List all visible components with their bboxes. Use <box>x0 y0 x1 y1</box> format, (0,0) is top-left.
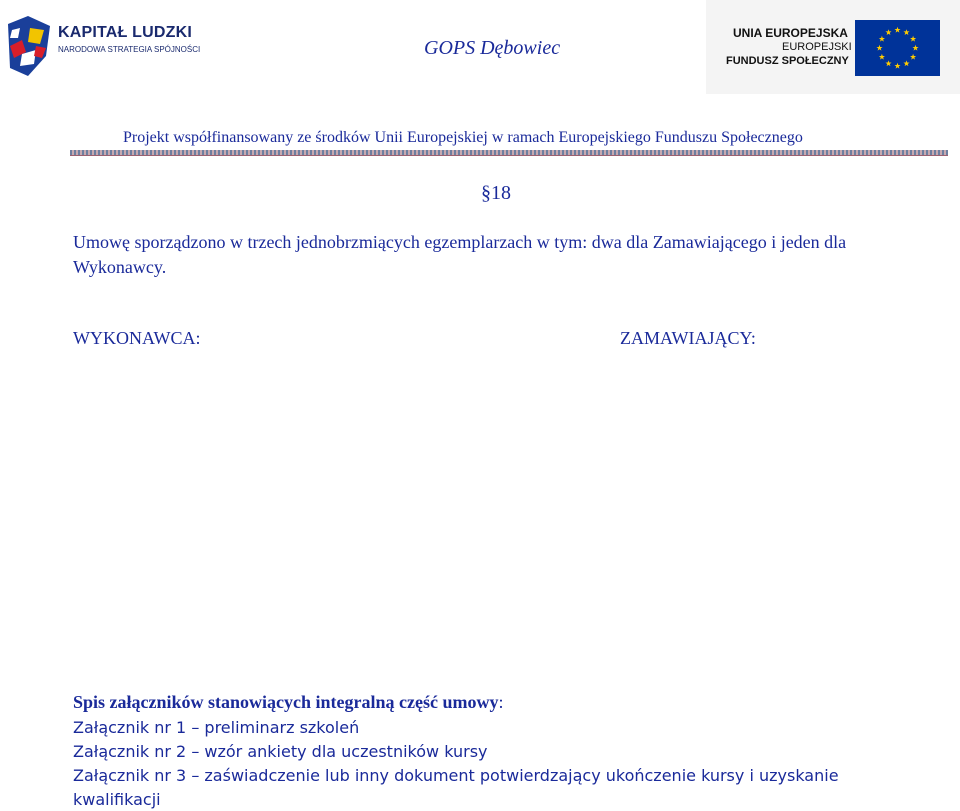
kapital-ludzki-title: KAPITAŁ LUDZKI <box>58 24 193 41</box>
attachments-list <box>73 716 933 811</box>
header-title: GOPS Dębowiec <box>424 37 561 59</box>
header-divider-line <box>70 155 948 156</box>
attachment-item: Załącznik nr 2 – wzór ankiety dla uczestników kursy <box>73 742 488 761</box>
section-number: §18 <box>481 182 511 204</box>
kapital-ludzki-subtitle: NARODOWA STRATEGIA SPÓJNOŚCI <box>58 45 201 54</box>
eu-flag-icon <box>855 20 940 76</box>
eu-logo-line2: EUROPEJSKI <box>782 41 852 53</box>
attachments-heading-colon: : <box>498 692 504 712</box>
eu-logo-line1: UNIA EUROPEJSKA <box>733 26 848 40</box>
contractor-signature-label: WYKONAWCA: <box>73 328 201 348</box>
attachments-heading-bold: Spis załączników stanowiących integralną część umowy <box>73 692 499 712</box>
attachment-item: Załącznik nr 3 – zaświadczenie lub inny dokument potwierdzający ukończenie kursy i uzyskanie <box>73 766 839 785</box>
attachments-heading <box>73 692 504 713</box>
eu-logo-line3: FUNDUSZ SPOŁECZNY <box>726 55 849 67</box>
section-paragraph: Umowę sporządzono w trzech jednobrzmiących egzemplarzach w tym: dwa dla Zamawiającego i jeden dla Wykonawcy. <box>73 232 847 277</box>
funding-subtitle: Projekt współfinansowany ze środków Unii Europejskiej w ramach Europejskiego Funduszu Społecznego <box>123 129 803 146</box>
client-signature-label: ZAMAWIAJĄCY: <box>620 328 756 348</box>
attachment-item: kwalifikacji <box>73 790 161 809</box>
attachment-item: Załącznik nr 1 – preliminarz szkoleń <box>73 718 360 737</box>
